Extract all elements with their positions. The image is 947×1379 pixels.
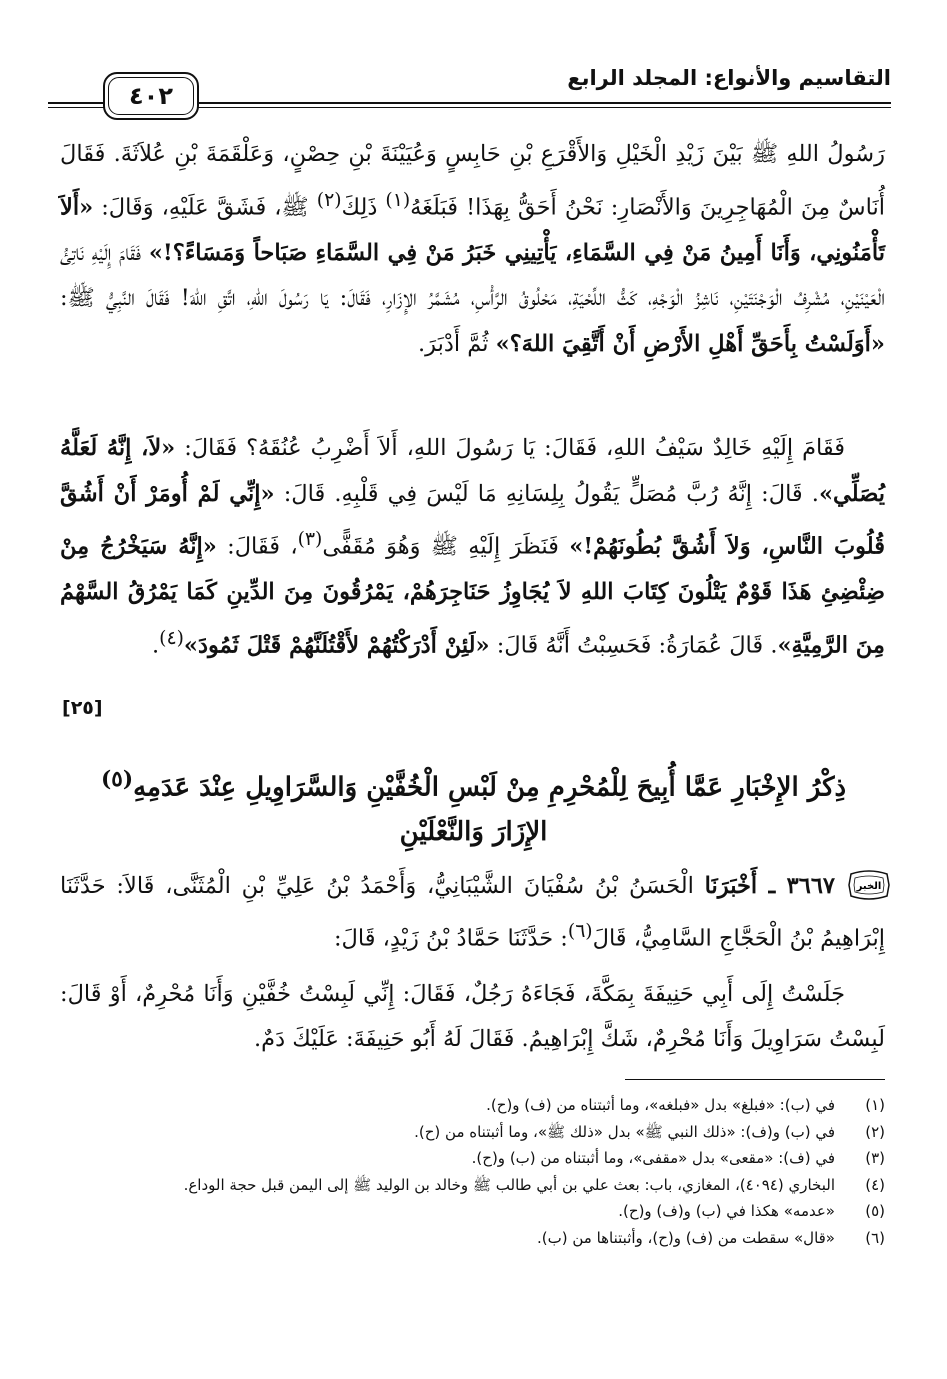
footnote-number: (٤) bbox=[865, 1175, 885, 1194]
hadith-icon-label: الخبر bbox=[856, 881, 882, 892]
footnote-number: (٥) bbox=[865, 1202, 885, 1220]
footnote-ref: (٢) bbox=[316, 189, 342, 211]
hadith-block bbox=[60, 864, 885, 1062]
page-number: ٤٠٢ bbox=[129, 82, 173, 110]
footnote-number: (٦) bbox=[865, 1228, 885, 1247]
paragraph-2 bbox=[60, 426, 885, 669]
footnote-item bbox=[60, 1198, 885, 1225]
footnote-ref: (٥) bbox=[100, 767, 134, 792]
footnote-item bbox=[60, 1145, 885, 1172]
section-heading bbox=[80, 758, 867, 854]
text-run: ذَلِكَ bbox=[341, 194, 386, 220]
footnote-text: «عدمه» هكذا في (ب) و(ف) و(ح). bbox=[618, 1202, 835, 1220]
footnote-number: (٣) bbox=[865, 1149, 885, 1167]
paragraph-marker: [٢٥] bbox=[62, 697, 103, 719]
isnad-text: : حَدَّثَنَا حَمَّادُ بْنُ زَيْدٍ، قَالَ: bbox=[333, 925, 568, 952]
footnote-item bbox=[60, 1092, 885, 1119]
footnote-ref: (٤) bbox=[159, 627, 184, 649]
footnotes bbox=[60, 1092, 885, 1251]
prophetic-quote: «أَوَلَسْتُ بِأَحَقِّ أَهْلِ الأَرْضِ أَنْ أَتَّقِيَ اللهَ؟» bbox=[495, 330, 885, 357]
heading-text: ذِكْرُ الإِخْبَارِ عَمَّا أُبِيحَ لِلْمُحْرِمِ مِنْ لَبْسِ الْخُفَّيْنِ وَالسَّرَاوِيلِ عِنْدَ عَدَمِهِ bbox=[133, 772, 847, 803]
prophetic-quote: «إِنِّي لَمْ أُومَرْ أَنْ أَشُقَّ قُلُوبَ النَّاسِ، وَلاَ أَشُقَّ بُطُونَهُمْ!» bbox=[60, 480, 885, 560]
footnote-ref: (٦) bbox=[567, 921, 593, 942]
footnote-number: (١) bbox=[865, 1096, 885, 1114]
matn-text: جَلَسْتُ إِلَى أَبِي حَنِيفَةَ بِمَكَّةَ، فَجَاءَهُ رَجُلٌ، فَقَالَ: إِنِّي لَبِسْتُ خُفَّيْنِ وَأَنَا مُحْرِمٌ، أَوْ قَالَ: لَبِسْتُ سَرَاوِيلَ وَأَنَا مُحْرِمٌ، شَكَّ إِبْرَاهِيمُ. فَقَالَ لَهُ أَبُو حَنِيفَةَ: عَلَيْكَ دَمٌ. bbox=[60, 980, 885, 1052]
text-run: ﷺ، فَشَقَّ عَلَيْهِ، وَقَالَ: bbox=[93, 194, 317, 220]
footnote-text: في (ب) و(ف): «ذلك النبي ﷺ» بدل «ذلك ﷺ»، وما أثبتناه من (ح). bbox=[414, 1122, 835, 1141]
footnote-item bbox=[60, 1172, 885, 1199]
text-run: ثُمَّ أَدْبَرَ. bbox=[418, 330, 496, 357]
running-title: التقاسيم والأنواع: المجلد الرابع bbox=[567, 66, 891, 90]
footnote-separator bbox=[625, 1079, 885, 1080]
prophetic-quote: «لَئِنْ أَدْرَكْتُهُمْ لأَقْتُلَنَّهُمْ قَتْلَ ثَمُودَ» bbox=[183, 632, 490, 658]
footnote-number: (٢) bbox=[865, 1122, 885, 1141]
prophetic-quote: «أَلاَ تَأْمَنُونِي، وَأَنَا أَمِينُ مَنْ فِي السَّمَاءِ، يَأْتِينِي خَبَرُ مَنْ فِي السَّمَاءِ صَبَاحاً وَمَسَاءً؟!» bbox=[60, 194, 885, 266]
text-run: . قَالَ عُمَارَةُ: فَحَسِبْتُ أَنَّهُ قَالَ: bbox=[489, 632, 778, 658]
footnote-text: في (ف): «مقعى» بدل «مقفى»، وما أثبتناه من (ب) و(ح). bbox=[471, 1149, 835, 1167]
isnad-text: الْحَسَنُ بْنُ سُفْيَانَ الشَّيْبَانِيُّ، وَأَحْمَدُ بْنُ عَلِيِّ بْنِ الْمُثَنَّى، قَالاَ: حَدَّثَنَا إِبْرَاهِيمُ بْنُ الْحَجَّاجِ السَّامِيُّ، قَالَ bbox=[60, 873, 885, 952]
footnote-ref: (٣) bbox=[297, 529, 323, 550]
text-run: فَنَظَرَ إِلَيْهِ ﷺ وَهُوَ مُقَفًّى bbox=[322, 533, 570, 560]
text-run: فَقَامَ إِلَيْهِ خَالِدٌ سَيْفُ اللهِ، فَقَالَ: يَا رَسُولَ اللهِ، أَلاَ أَضْرِبُ عُنُقَهُ؟ فَقَالَ: bbox=[175, 435, 845, 461]
heading-text: الإِزَارَ وَالنَّعْلَيْنِ bbox=[399, 816, 548, 847]
running-header bbox=[48, 60, 891, 128]
text-run: فَقَامَ إِلَيْهِ نَاتِئُ الْعَيْنَيْنِ، مُشْرِفُ الْوَجْنَتَيْنِ، نَاشِزُ الْوَجْهِ، كَثُّ اللِّحْيَةِ، مَحْلُوقُ الرَّأْسِ، مُشَمَّرُ الإِزَارِ، فَقَالَ: يَا رَسُولَ اللهِ، اتَّقِ اللهَ! فَقَالَ النَّبِيُّ ﷺ: bbox=[60, 239, 885, 311]
hadith-number: ٣٦٦٧ ـ أَخْبَرَنَا bbox=[704, 873, 835, 899]
footnote-text: في (ب): «فبلغ» بدل «فبلغه»، وما أثبتناه من (ف) و(ح). bbox=[486, 1096, 835, 1114]
text-run: . bbox=[152, 632, 160, 658]
footnote-item bbox=[60, 1119, 885, 1146]
footnote-text: «قال» سقطت من (ف) و(ح)، وأثبتناها من (ب). bbox=[536, 1228, 835, 1247]
paragraph-1 bbox=[60, 132, 885, 367]
text-run: . قَالَ: إِنَّهُ رُبَّ مُصَلٍّ يَقُولُ بِلِسَانِهِ مَا لَيْسَ فِي قَلْبِهِ. قَالَ: bbox=[274, 480, 819, 507]
footnote-ref: (١) bbox=[385, 189, 411, 211]
page-number-box bbox=[103, 72, 199, 120]
text-run: رَسُولُ اللهِ ﷺ بَيْنَ زَيْدِ الْخَيْلِ وَالأَقْرَعِ بْنِ حَابِسٍ وَعُيَيْنَةَ بْنِ حِصْنٍ، وَعَلْقَمَةَ بْنِ عُلاَثَةَ. فَقَالَ أُنَاسٌ مِنَ الْمُهَاجِرِينَ وَالأَنْصَارِ: نَحْنُ أَحَقُّ بِهَذَا! فَبَلَغَهُ bbox=[60, 141, 885, 220]
footnote-text: البخاري (٤٠٩٤)، المغازي، باب: بعث علي بن أبي طالب ﷺ وخالد بن الوليد ﷺ إلى اليمن قبل حجة الوداع. bbox=[183, 1175, 835, 1194]
hadith-ornament-icon bbox=[847, 870, 891, 900]
footnote-item bbox=[60, 1225, 885, 1252]
text-run: ، فَقَالَ: bbox=[216, 533, 298, 560]
prophetic-quote: «إِنَّهُ سَيَخْرُجُ مِنْ ضِئْضِئِ هَذَا قَوْمٌ يَتْلُونَ كِتَابَ اللهِ لاَ يُجَاوِزُ حَنَاجِرَهُمْ، يَمْرُقُونَ مِنَ الدِّينِ كَمَا يَمْرُقُ السَّهْمُ مِنَ الرَّمِيَّةِ» bbox=[60, 533, 885, 658]
prophetic-quote: «لاَ، إِنَّهُ لَعَلَّهُ يُصَلِّي» bbox=[60, 435, 885, 507]
